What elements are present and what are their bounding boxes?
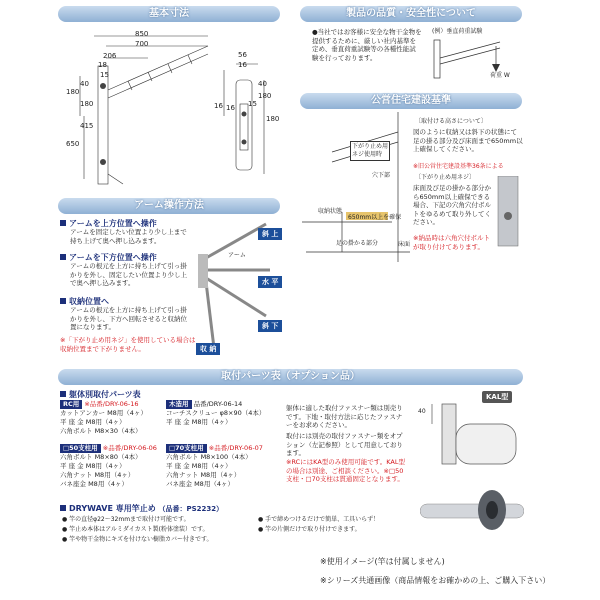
quality-text: ●当社ではお客様に安全な物干金物を提供するために、厳しい社内基準を定め、垂直荷重試験等の各種性能試験を行っております。: [312, 28, 422, 62]
kal-type-tag: KAL型: [482, 391, 512, 403]
angle-level-tag: 水 平: [258, 276, 282, 288]
header-quality: 製品の品質・安全性について: [300, 6, 522, 22]
public-subtitle: 〔取付ける高さについて〕: [415, 118, 487, 125]
parts-b70-row: 六角ボルト M8×100（4本）: [166, 453, 252, 461]
dim-side-56: 56: [238, 51, 247, 59]
label-height: 650mm以上を確保: [348, 214, 402, 221]
parts-wood: [166, 400, 276, 427]
parts-b70-row: 平 座 金 M8用（4ヶ）: [166, 462, 232, 470]
footer-note2: ※シリーズ共通画像（商品情報をお確かめの上、ご購入下さい）: [320, 576, 551, 585]
drywave-item: ● 竿の直径φ22〜32mmまで取付け可能です。: [62, 516, 190, 523]
parts-b50: [60, 444, 160, 489]
drywave-item: ● 手で締めつけるだけで簡単、工具いらず！: [258, 516, 380, 523]
quality-fig-label: (例）垂直荷重試験: [432, 28, 483, 35]
parts-rc-head: RC用: [60, 400, 82, 409]
parts-right-text: 躯体に適した取付ファスナー類は別売りです。下地・取付方法に応じたファスナーをお求めください。: [286, 404, 403, 429]
arm-down-text: アームの根元を上方に持ち上げて引っ掛かりを外し、固定したい位置より少し上で奥へ押し込みます。: [70, 262, 187, 287]
parts-wood-row: 平 座 金 M8用（4ヶ）: [166, 418, 232, 426]
dim-top-206: 206: [103, 52, 117, 60]
pole-clamp-photo: [420, 480, 524, 544]
drywave-item: ● 竿や物干金物にキズを付けない樹脂カバー付きです。: [62, 536, 213, 543]
arm-red-note: ※「下がり止め用ネジ」を使用している場合は収納位置まで下がりません。: [60, 336, 196, 353]
parts-wood-code: 品番/DRY-06-14: [193, 400, 243, 408]
dim-left-415: 415: [80, 122, 94, 130]
parts-red-notes: ※RCにはKA型のみ使用可能です。KAL型の場合は別途、ご相談ください。※□50支柱・□70支柱は貫通固定となります。: [286, 458, 405, 483]
dim-top-18: 18: [98, 61, 107, 69]
drywave-title: [60, 503, 223, 514]
dim-side-16: 16: [238, 61, 247, 69]
arm-up-title: アームを上方位置へ操作: [60, 218, 157, 229]
kal-bracket-figure: [412, 400, 522, 480]
dim-left-180b: 180: [80, 100, 94, 108]
dimension-drawing: [58, 24, 280, 194]
dim-top-15: 15: [100, 71, 109, 79]
parts-wood-row: コーチスクリュー φ8×90（4本）: [166, 409, 266, 417]
public-subtitle2: 〔下がり止め用ネジ〕: [415, 174, 476, 181]
drywave-item: ● 竿止め本体はアルミダイカスト製(粉体塗装）です。: [62, 526, 209, 533]
parts-b70-head: □70支柱用: [166, 444, 207, 453]
angle-store-tag: 収 納: [196, 343, 220, 355]
quality-load-label: 荷重 W: [490, 72, 510, 79]
angle-up-tag: 斜 上: [258, 228, 282, 240]
callout-screw: 下がり止め用 ネジ使用時: [350, 141, 390, 161]
public-red-note2: ※納品時は六角穴付ボルトが取り付けてあります。: [413, 234, 490, 251]
header-arm-operation: アーム操作方法: [58, 198, 280, 214]
dim-side-16c: 16: [226, 104, 235, 112]
dim-side-40: 40: [258, 80, 267, 88]
dim-side-16b: 16: [214, 102, 223, 110]
parts-b70: [166, 444, 276, 489]
parts-b50-row: 六角ナット M8用（4ヶ）: [60, 471, 135, 479]
parts-wood-head: 木造用: [166, 400, 192, 409]
angle-down-tag: 斜 下: [258, 320, 282, 332]
dim-left-180: 180: [66, 88, 80, 96]
dim-top-850: 850: [135, 30, 149, 38]
parts-rc-row: 平 座 金 M8用（4ヶ）: [60, 418, 126, 426]
parts-b50-row: バネ座金 M8用（4ヶ）: [60, 480, 128, 488]
header-public-housing: 公営住宅建設基準: [300, 93, 522, 109]
dim-side-180: 180: [258, 92, 272, 100]
arm-store-title: 収納位置へ: [60, 296, 109, 307]
dim-left-40: 40: [80, 80, 89, 88]
parts-rc-row: 六角ボルト M8×30（4本）: [60, 427, 142, 435]
label-shuno: 収納状態: [318, 208, 343, 215]
footer-note1: ※使用イメージ(竿は付属しません): [320, 557, 445, 566]
parts-title: 躯体別取付パーツ表: [60, 389, 141, 400]
parts-b50-code: ※品番/DRY-06-06: [102, 444, 157, 452]
dim-top-700: 700: [135, 40, 149, 48]
public-text2: 床面及び足の掛かる部分から650mm以上確保できる場合、下記の穴角穴付ボルトをゆるめて取り外してください。: [413, 184, 491, 226]
parts-b50-row: 六角ボルト M8×80（4本）: [60, 453, 142, 461]
parts-b50-row: 平 座 金 M8用（4ヶ）: [60, 462, 126, 470]
label-yuka: 床面: [398, 241, 411, 248]
arm-label: アーム: [228, 252, 246, 259]
parts-b70-code: ※品番/DRY-06-07: [208, 444, 263, 452]
public-red-note: ※旧公営住宅建設基準36条による: [413, 163, 504, 170]
parts-b50-head: □50支柱用: [60, 444, 101, 453]
header-dimensions: 基本寸法: [58, 6, 280, 22]
parts-rc: [60, 400, 160, 436]
drywave-item: ● 竿の片側だけで取り付けできます。: [258, 526, 361, 533]
screw-photo: [494, 176, 522, 250]
arm-down-title: アームを下方位置へ操作: [60, 252, 157, 263]
dim-side-15: 15: [248, 100, 257, 108]
dim-left-650: 650: [66, 140, 80, 148]
parts-b70-row: 六角ナット M8用（4ヶ）: [166, 471, 241, 479]
parts-b70-row: バネ座金 M8用（4ヶ）: [166, 480, 234, 488]
parts-rc-code: ※品番/DRY-06-16: [84, 400, 139, 408]
label-ashi: 足の掛かる部分: [336, 240, 379, 247]
kal-dim: 40: [418, 408, 426, 415]
parts-right-text2: 取付には別売の取付ファスナー類をオプション（左記参照）として用意しております。: [286, 432, 403, 457]
parts-rc-row: カットアンカー M8用（4ヶ）: [60, 409, 147, 417]
arm-up-text: アームを固定したい位置より少し上まで持ち上げて奥へ押し込みます。: [70, 228, 187, 245]
arm-store-text: アームの根元を上方に持ち上げて引っ掛かりを外し、下方へ回転させると収納位置になります。: [70, 306, 187, 331]
drywave-code: （品番：PS2232）: [158, 505, 224, 513]
header-parts: 取付パーツ表（オプション品）: [58, 369, 523, 385]
label-ana-kabu: 穴下部: [372, 172, 391, 179]
dim-side-180b: 180: [266, 115, 280, 123]
drywave-title-text: DRYWAVE 専用竿止め: [69, 504, 156, 513]
public-text: 図のように収納又は斜下の状態にて足の掛る部分及び床面まで650mm以上確保してください。: [413, 128, 523, 153]
